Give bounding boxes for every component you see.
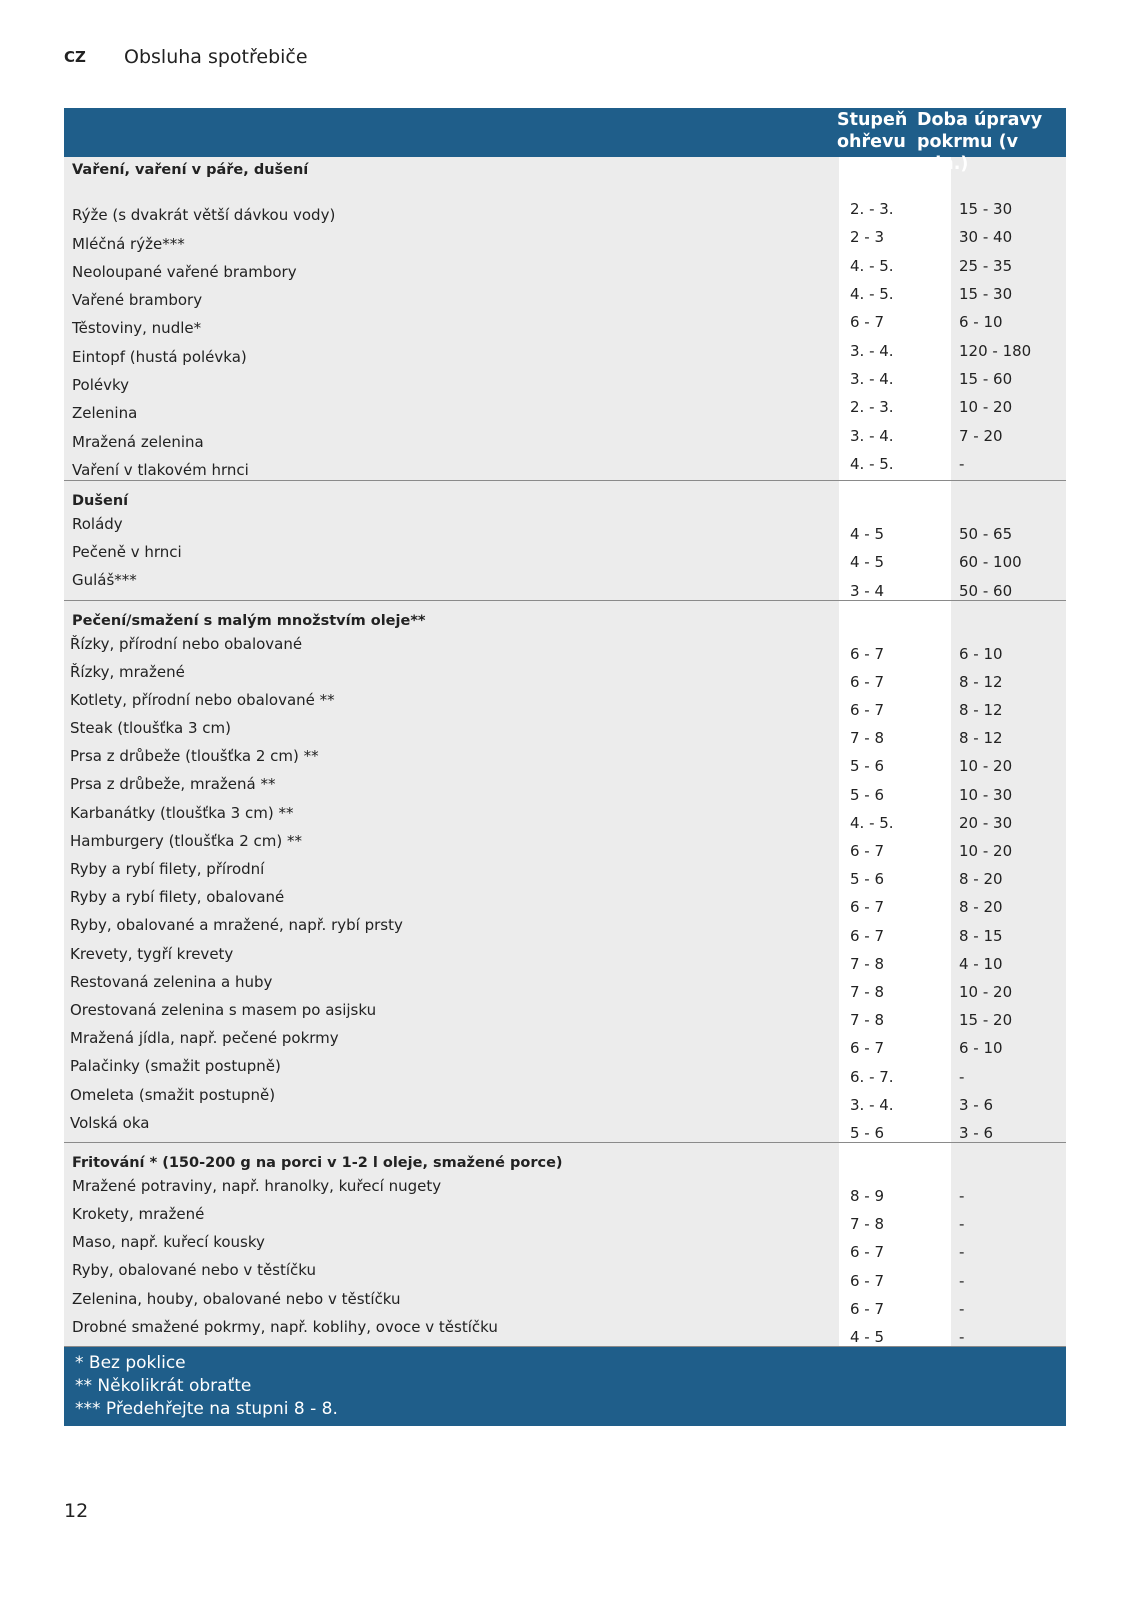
table-row [64,1177,1066,1205]
heat-level: 6 - 7 [842,691,948,719]
page-header [64,42,308,72]
cooking-time: 8 - 20 [951,888,1066,916]
cooking-time: 10 - 20 [951,395,1066,423]
heat-level: 6 - 7 [842,916,948,944]
dish-name: Omeleta (smažit postupně) [64,1086,839,1114]
cooking-time [951,601,1066,635]
table-row [64,635,1066,663]
dish-name: Kotlety, přírodní nebo obalované ** [64,691,839,719]
heat-level: 6 - 7 [842,1029,948,1057]
table-row [64,804,1066,832]
column-header-time: Doba úpravy pokrmu (v min.) [917,110,1043,174]
cooking-time: 30 - 40 [951,225,1066,253]
table-row [64,832,1066,860]
dish-name: Zelenina [64,395,839,423]
cooking-time: 10 - 20 [951,832,1066,860]
dish-name: Krokety, mražené [64,1205,839,1233]
heat-level: 2. - 3. [842,197,948,225]
dish-name: Eintopf (hustá polévka) [64,338,839,366]
cooking-time: 20 - 30 [951,804,1066,832]
table-row [64,254,1066,282]
cooking-time: 6 - 10 [951,635,1066,663]
table-row [64,423,1066,451]
heat-level: 7 - 8 [842,719,948,747]
cooking-time: 10 - 20 [951,973,1066,1001]
footnotes [64,1347,1066,1426]
table-row [64,543,1066,571]
group-title: Pečení/smažení s malým množstvím oleje** [64,601,839,635]
cooking-time: 7 - 20 [951,423,1066,451]
dish-name: Karbanátky (tloušťka 3 cm) ** [64,804,839,832]
cooking-time: 8 - 12 [951,691,1066,719]
heat-level: 4. - 5. [842,804,948,832]
table-row [64,775,1066,803]
heat-level: 7 - 8 [842,1205,948,1233]
cooking-time: 8 - 15 [951,916,1066,944]
heat-level: 4 - 5 [842,515,948,543]
cooking-time: - [951,1233,1066,1261]
heat-level: 7 - 8 [842,1001,948,1029]
table-row [64,888,1066,916]
heat-level: 5 - 6 [842,860,948,888]
heat-level: 4 - 5 [842,543,948,571]
dish-name: Řízky, přírodní nebo obalované [64,635,839,663]
dish-name: Mražená jídla, např. pečené pokrmy [64,1029,839,1057]
heat-level: 6. - 7. [842,1057,948,1085]
footnote: * Bez poklice [75,1353,186,1374]
heat-level: 2. - 3. [842,395,948,423]
table-row [64,916,1066,944]
table-group [64,157,1066,481]
cooking-time: 15 - 30 [951,197,1066,225]
table-row [64,367,1066,395]
table-row [64,719,1066,747]
cooking-time: 15 - 30 [951,282,1066,310]
dish-name: Ryby a rybí filety, přírodní [64,860,839,888]
table-row [64,452,1066,480]
cooking-time: 6 - 10 [951,310,1066,338]
table-group [64,481,1066,601]
cooking-time: 25 - 35 [951,254,1066,282]
dish-name: Steak (tloušťka 3 cm) [64,719,839,747]
cooking-time: 3 - 6 [951,1086,1066,1114]
dish-name: Neoloupané vařené brambory [64,254,839,282]
heat-level: 2 - 3 [842,225,948,253]
table-row [64,747,1066,775]
group-title-row [64,1143,1066,1177]
heat-level [842,601,948,635]
table-group [64,1143,1066,1347]
heat-level: 4. - 5. [842,282,948,310]
table-row [64,1205,1066,1233]
heat-level [842,1143,948,1177]
table-row [64,1290,1066,1318]
dish-name: Zelenina, houby, obalované nebo v těstíčku [64,1290,839,1318]
section-title: Obsluha spotřebiče [124,46,308,68]
dish-name: Drobné smažené pokrmy, např. koblihy, ovoce v těstíčku [64,1318,839,1346]
group-title-row [64,481,1066,515]
table-row [64,860,1066,888]
dish-name: Rýže (s dvakrát větší dávkou vody) [64,197,839,225]
table-row [64,1057,1066,1085]
cooking-time [951,1143,1066,1177]
cooking-time: 10 - 30 [951,775,1066,803]
dish-name: Těstoviny, nudle* [64,310,839,338]
table-row [64,663,1066,691]
dish-name: Krevety, tygří krevety [64,945,839,973]
cooking-time: - [951,1261,1066,1289]
heat-level: 6 - 7 [842,1290,948,1318]
group-title: Dušení [64,481,839,515]
dish-name: Mražené potraviny, např. hranolky, kuřecí nugety [64,1177,839,1205]
cooking-time: 8 - 12 [951,719,1066,747]
dish-name: Prsa z drůbeže, mražená ** [64,775,839,803]
cooking-time: 50 - 60 [951,571,1066,599]
dish-name: Restovaná zelenina a huby [64,973,839,1001]
dish-name: Pečeně v hrnci [64,543,839,571]
table-row [64,945,1066,973]
heat-level: 3. - 4. [842,367,948,395]
table-row [64,973,1066,1001]
dish-name: Vařené brambory [64,282,839,310]
cooking-time: 6 - 10 [951,1029,1066,1057]
dish-name: Ryby, obalované nebo v těstíčku [64,1261,839,1289]
cooking-time: - [951,1318,1066,1346]
heat-level: 4. - 5. [842,254,948,282]
table-row [64,515,1066,543]
heat-level: 3. - 4. [842,423,948,451]
group-title: Vaření, vaření v páře, dušení [64,157,839,197]
cooking-time: 10 - 20 [951,747,1066,775]
heat-level: 6 - 7 [842,663,948,691]
heat-level: 6 - 7 [842,888,948,916]
heat-level [842,481,948,515]
page-number: 12 [64,1500,89,1522]
dish-name: Orestovaná zelenina s masem po asijsku [64,1001,839,1029]
language-code: CZ [64,48,86,66]
heat-level: 7 - 8 [842,945,948,973]
group-title-row [64,157,1066,197]
dish-name: Mražená zelenina [64,423,839,451]
dish-name: Maso, např. kuřecí kousky [64,1233,839,1261]
dish-name: Guláš*** [64,571,839,599]
cooking-time: 120 - 180 [951,338,1066,366]
table-row [64,1233,1066,1261]
cooking-time: 8 - 20 [951,860,1066,888]
table-row [64,1086,1066,1114]
heat-level: 5 - 6 [842,775,948,803]
heat-level: 3 - 4 [842,571,948,599]
table-group [64,601,1066,1143]
heat-level: 6 - 7 [842,310,948,338]
group-title: Fritování * (150-200 g na porci v 1-2 l oleje, smažené porce) [64,1143,839,1177]
heat-level: 8 - 9 [842,1177,948,1205]
cooking-time [951,481,1066,515]
cooking-time: 15 - 20 [951,1001,1066,1029]
heat-level: 6 - 7 [842,1261,948,1289]
table-row [64,282,1066,310]
dish-name: Prsa z drůbeže (tloušťka 2 cm) ** [64,747,839,775]
table-row [64,1318,1066,1346]
dish-name: Hamburgery (tloušťka 2 cm) ** [64,832,839,860]
heat-level: 5 - 6 [842,1114,948,1142]
table-row [64,338,1066,366]
cooking-time: 3 - 6 [951,1114,1066,1142]
heat-level: 4. - 5. [842,452,948,480]
cooking-time: 8 - 12 [951,663,1066,691]
group-title-row [64,601,1066,635]
cooking-time: 4 - 10 [951,945,1066,973]
table-row [64,197,1066,225]
table-row [64,1001,1066,1029]
dish-name: Ryby a rybí filety, obalované [64,888,839,916]
table-row [64,395,1066,423]
heat-level: 5 - 6 [842,747,948,775]
cooking-table [64,108,1066,1426]
heat-level: 3. - 4. [842,338,948,366]
cooking-time: 60 - 100 [951,543,1066,571]
cooking-time: - [951,1177,1066,1205]
heat-level: 7 - 8 [842,973,948,1001]
dish-name: Vaření v tlakovém hrnci [64,452,839,480]
dish-name: Řízky, mražené [64,663,839,691]
cooking-time: 15 - 60 [951,367,1066,395]
dish-name: Mléčná rýže*** [64,225,839,253]
heat-level: 4 - 5 [842,1318,948,1346]
dish-name: Palačinky (smažit postupně) [64,1057,839,1085]
table-row [64,310,1066,338]
dish-name: Ryby, obalované a mražené, např. rybí prsty [64,916,839,944]
table-row [64,571,1066,599]
table-row [64,1114,1066,1142]
cooking-time: - [951,1057,1066,1085]
cooking-time: - [951,1205,1066,1233]
cooking-time: 50 - 65 [951,515,1066,543]
heat-level: 6 - 7 [842,635,948,663]
cooking-time: - [951,1290,1066,1318]
heat-level: 6 - 7 [842,832,948,860]
heat-level: 6 - 7 [842,1233,948,1261]
table-row [64,1261,1066,1289]
cooking-time: - [951,452,1066,480]
dish-name: Polévky [64,367,839,395]
column-header-step: Stupeň ohřevu [837,110,908,152]
table-row [64,225,1066,253]
table-row [64,691,1066,719]
dish-name: Volská oka [64,1114,839,1142]
footnote: ** Několikrát obraťte [75,1376,252,1397]
footnote: *** Předehřejte na stupni 8 - 8. [75,1399,338,1420]
table-row [64,1029,1066,1057]
heat-level: 3. - 4. [842,1086,948,1114]
dish-name: Rolády [64,515,839,543]
